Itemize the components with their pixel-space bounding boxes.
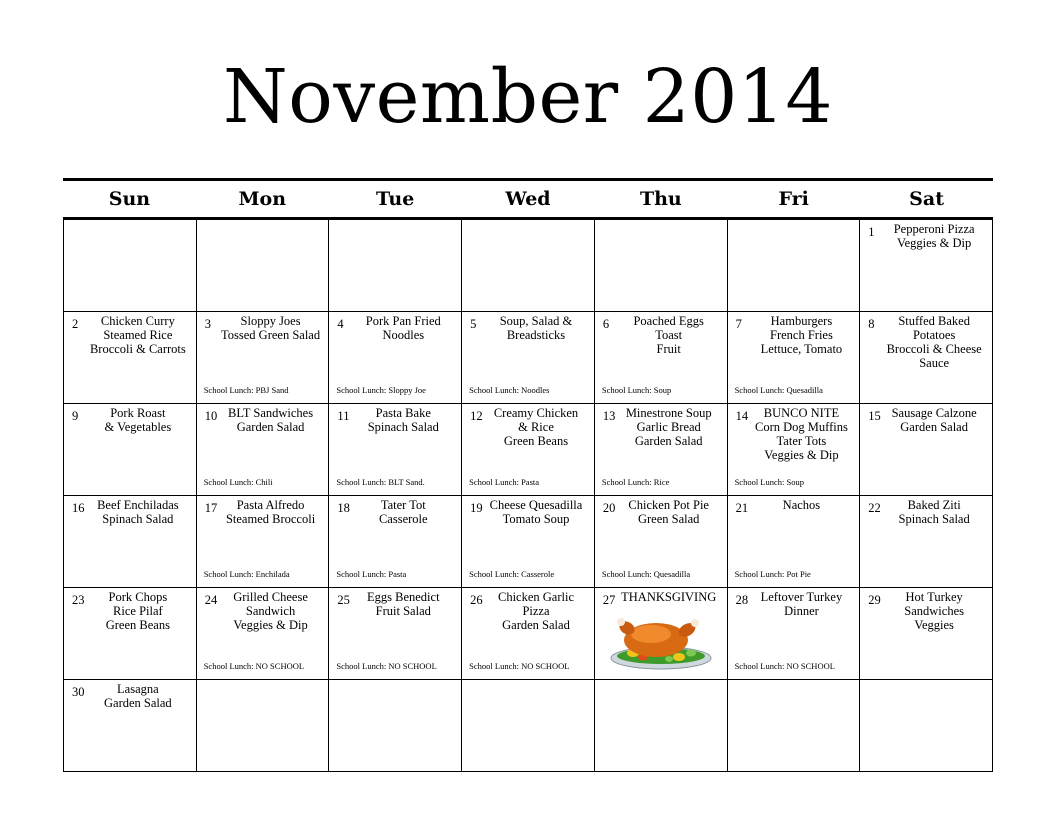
school-lunch-note: School Lunch: BLT Sand. xyxy=(336,477,425,487)
school-lunch-note: School Lunch: NO SCHOOL xyxy=(203,661,305,671)
day-number: 17 xyxy=(204,501,218,515)
meal-text: Sloppy Joes Tossed Green Salad xyxy=(221,314,321,342)
meal-text: Pork Roast & Vegetables xyxy=(104,406,172,434)
turkey-icon xyxy=(609,608,713,672)
day-cell-10 xyxy=(197,404,330,496)
day-number: 9 xyxy=(72,409,79,423)
meal-text: Poached Eggs Toast Fruit xyxy=(633,314,704,356)
day-cell-18 xyxy=(329,496,462,588)
day-number: 26 xyxy=(470,593,483,607)
calendar-title: November 2014 xyxy=(223,54,833,140)
meal-text: Hamburgers French Fries Lettuce, Tomato xyxy=(760,314,843,356)
meal-text: Pasta Bake Spinach Salad xyxy=(367,406,439,434)
meal-text: Tater Tot Casserole xyxy=(378,498,428,526)
day-cell-empty xyxy=(728,680,861,772)
day-cell-23 xyxy=(64,588,197,680)
day-cell-5 xyxy=(462,312,595,404)
day-number: 6 xyxy=(602,317,610,331)
day-cell-empty xyxy=(728,220,861,312)
weekday-sun: Sun xyxy=(108,188,151,210)
meal-text: Eggs Benedict Fruit Salad xyxy=(367,590,440,618)
school-lunch-note: School Lunch: Sloppy Joe xyxy=(336,385,426,395)
meal-text: Chicken Pot Pie Green Salad xyxy=(628,498,709,526)
meal-text: Minestrone Soup Garlic Bread Garden Salad xyxy=(625,406,712,448)
day-cell-14 xyxy=(728,404,861,496)
day-number: 25 xyxy=(337,593,350,607)
school-lunch-note: School Lunch: Enchilada xyxy=(203,569,290,579)
day-number: 22 xyxy=(868,501,881,515)
day-cell-empty xyxy=(329,220,462,312)
day-cell-empty xyxy=(64,220,197,312)
meal-text: Lasagna Garden Salad xyxy=(104,682,172,710)
school-lunch-note: School Lunch: NO SCHOOL xyxy=(734,661,835,671)
school-lunch-note: School Lunch: Rice xyxy=(601,477,670,487)
meal-text: Nachos xyxy=(782,498,821,512)
weekday-tue: Tue xyxy=(375,188,415,210)
day-number: 27 xyxy=(602,593,616,607)
day-number: 10 xyxy=(204,409,218,423)
day-cell-26 xyxy=(462,588,595,680)
day-cell-27 xyxy=(595,588,728,680)
day-cell-20 xyxy=(595,496,728,588)
day-number: 11 xyxy=(337,409,350,423)
day-number: 12 xyxy=(470,409,483,423)
meal-text: Baked Ziti Spinach Salad xyxy=(898,498,970,526)
calendar-grid xyxy=(63,178,993,772)
day-cell-4 xyxy=(329,312,462,404)
day-number: 30 xyxy=(72,685,85,699)
day-cell-25 xyxy=(329,588,462,680)
day-number: 14 xyxy=(735,409,749,423)
meal-text: Soup, Salad & Breadsticks xyxy=(499,314,573,342)
day-cell-17 xyxy=(197,496,330,588)
day-number: 4 xyxy=(337,317,344,331)
day-cell-19 xyxy=(462,496,595,588)
day-number: 24 xyxy=(204,593,218,607)
day-cell-7 xyxy=(728,312,861,404)
meal-text: Chicken Curry Steamed Rice Broccoli & Carrots xyxy=(89,314,186,356)
day-cell-empty xyxy=(197,680,330,772)
meal-text: Pasta Alfredo Steamed Broccoli xyxy=(225,498,316,526)
day-cell-empty xyxy=(462,680,595,772)
school-lunch-note: School Lunch: Pasta xyxy=(469,477,540,487)
day-number: 29 xyxy=(868,593,881,607)
weekday-header xyxy=(63,181,993,220)
day-cell-2 xyxy=(64,312,197,404)
day-cell-empty xyxy=(329,680,462,772)
day-number: 21 xyxy=(735,501,749,515)
school-lunch-note: School Lunch: Noodles xyxy=(469,385,550,395)
meal-text: BUNCO NITE Corn Dog Muffins Tater Tots Veggies & Dip xyxy=(755,406,848,462)
day-cell-22 xyxy=(860,496,993,588)
day-cell-1 xyxy=(860,220,993,312)
day-cell-11 xyxy=(329,404,462,496)
day-cell-28 xyxy=(728,588,861,680)
weekday-fri: Fri xyxy=(778,188,809,210)
day-number: 5 xyxy=(470,317,477,331)
day-number: 1 xyxy=(868,225,875,239)
day-cell-3 xyxy=(197,312,330,404)
meal-text: Sausage Calzone Garden Salad xyxy=(891,406,977,434)
day-number: 16 xyxy=(72,501,85,515)
day-number: 18 xyxy=(337,501,350,515)
weekday-thu: Thu xyxy=(639,188,682,210)
day-cell-24 xyxy=(197,588,330,680)
weekday-wed: Wed xyxy=(505,188,551,210)
weekday-sat: Sat xyxy=(909,188,944,210)
day-number: 20 xyxy=(602,501,616,515)
school-lunch-note: School Lunch: Quesadilla xyxy=(601,569,691,579)
day-number: 28 xyxy=(735,593,749,607)
day-cell-empty xyxy=(197,220,330,312)
meal-text: Beef Enchiladas Spinach Salad xyxy=(97,498,179,526)
day-cell-16 xyxy=(64,496,197,588)
day-number: 2 xyxy=(72,317,79,331)
day-number: 15 xyxy=(868,409,881,423)
day-number: 23 xyxy=(72,593,85,607)
day-number: 13 xyxy=(602,409,616,423)
meal-text: THANKSGIVING xyxy=(621,590,717,604)
school-lunch-note: School Lunch: Pasta xyxy=(336,569,407,579)
school-lunch-note: School Lunch: Soup xyxy=(601,385,672,395)
meal-text: Cheese Quesadilla Tomato Soup xyxy=(489,498,583,526)
day-cell-empty xyxy=(462,220,595,312)
day-cell-empty xyxy=(595,220,728,312)
meal-text: Pepperoni Pizza Veggies & Dip xyxy=(893,222,975,250)
school-lunch-note: School Lunch: Quesadilla xyxy=(734,385,823,395)
day-cell-empty xyxy=(595,680,728,772)
meal-text: Chicken Garlic Pizza Garden Salad xyxy=(497,590,574,632)
meal-text: Grilled Cheese Sandwich Veggies & Dip xyxy=(233,590,308,632)
day-number: 3 xyxy=(204,317,211,331)
day-cell-6 xyxy=(595,312,728,404)
meal-text: Stuffed Baked Potatoes Broccoli & Cheese Sauce xyxy=(886,314,982,370)
day-cell-21 xyxy=(728,496,861,588)
weekday-mon: Mon xyxy=(238,188,287,210)
day-cell-13 xyxy=(595,404,728,496)
day-cell-empty xyxy=(860,680,993,772)
day-grid xyxy=(63,220,993,772)
meal-text: Creamy Chicken & Rice Green Beans xyxy=(493,406,579,448)
school-lunch-note: School Lunch: Pot Pie xyxy=(734,569,811,579)
meal-text: Hot Turkey Sandwiches Veggies xyxy=(904,590,964,632)
school-lunch-note: School Lunch: Casserole xyxy=(469,569,555,579)
school-lunch-note: School Lunch: NO SCHOOL xyxy=(469,661,570,671)
day-cell-9 xyxy=(64,404,197,496)
day-number: 7 xyxy=(735,317,742,331)
school-lunch-note: School Lunch: NO SCHOOL xyxy=(336,661,437,671)
day-cell-29 xyxy=(860,588,993,680)
meal-text: Leftover Turkey Dinner xyxy=(760,590,843,618)
meal-text: Pork Chops Rice Pilaf Green Beans xyxy=(105,590,170,632)
day-cell-12 xyxy=(462,404,595,496)
day-cell-30 xyxy=(64,680,197,772)
day-number: 8 xyxy=(868,317,875,331)
meal-text: BLT Sandwiches Garden Salad xyxy=(228,406,314,434)
school-lunch-note: School Lunch: PBJ Sand xyxy=(203,385,289,395)
meal-text: Pork Pan Fried Noodles xyxy=(365,314,441,342)
school-lunch-note: School Lunch: Soup xyxy=(734,477,804,487)
day-cell-8 xyxy=(860,312,993,404)
school-lunch-note: School Lunch: Chili xyxy=(203,477,273,487)
day-number: 19 xyxy=(470,501,483,515)
day-cell-15 xyxy=(860,404,993,496)
